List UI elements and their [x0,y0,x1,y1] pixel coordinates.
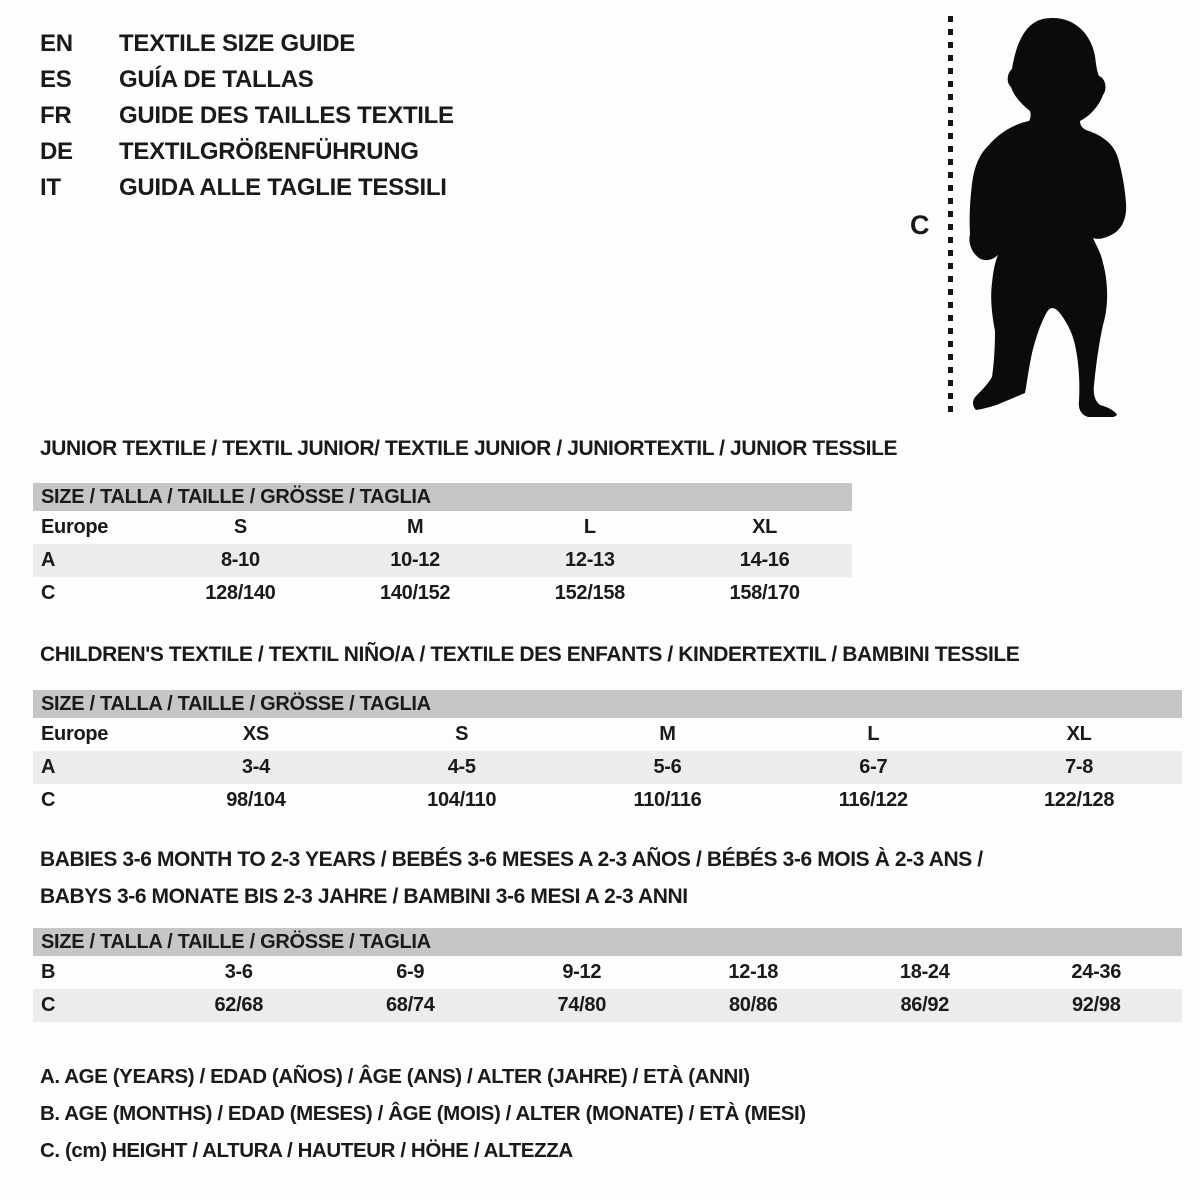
size-cell: 92/98 [1071,994,1121,1016]
row-label: Europe [41,723,109,745]
language-row [40,62,454,98]
size-cell: 12-13 [565,549,615,571]
row-label: C [41,582,56,604]
table-row-c [33,989,1182,1022]
guide-title-fr: GUIDE DES TAILLES TEXTILE [119,102,454,129]
language-code: DE [40,138,73,165]
table-row-a [33,751,1182,784]
dashed-measure-line [948,16,953,414]
size-cell: 10-12 [390,549,440,571]
size-cell: XL [1066,723,1092,745]
table-header-bar: SIZE / TALLA / TAILLE / GRÖSSE / TAGLIA [33,483,852,511]
row-label: A [41,549,56,571]
language-row [40,98,454,134]
measurement-label-c: C [910,210,930,240]
size-cell: 128/140 [205,582,276,604]
size-cell: 68/74 [385,994,435,1016]
legend-line-c: C. (cm) HEIGHT / ALTURA / HAUTEUR / HÖHE / ALTEZZA [40,1139,573,1162]
size-cell: 3-6 [224,961,253,983]
language-row [40,170,454,206]
size-table-junior [33,483,852,610]
size-cell: XL [752,516,778,538]
size-cell: L [583,516,596,538]
table-header-bar: SIZE / TALLA / TAILLE / GRÖSSE / TAGLIA [33,928,1182,956]
row-label: C [41,994,56,1016]
height-measurement-figure [900,0,1150,440]
size-cell: 18-24 [899,961,950,983]
guide-title-es: GUÍA DE TALLAS [119,66,314,93]
size-cell: 74/80 [557,994,607,1016]
language-code: EN [40,30,73,57]
guide-title-en: TEXTILE SIZE GUIDE [119,30,355,57]
size-cell: 98/104 [226,789,286,811]
table-row-a [33,544,852,577]
table-row-b [33,956,1182,989]
row-label: C [41,789,56,811]
table-row-c [33,784,1182,817]
size-cell: XS [242,723,269,745]
section-title-babies: BABYS 3-6 MONATE BIS 2-3 JAHRE / BAMBINI 3-6 MESI A 2-3 ANNI [40,885,688,908]
language-code: FR [40,102,72,129]
language-row [40,26,454,62]
size-cell: 122/128 [1043,789,1115,811]
section-title-children: CHILDREN'S TEXTILE / TEXTIL NIÑO/A / TEXTILE DES ENFANTS / KINDERTEXTIL / BAMBINI TESSILE [40,643,1020,666]
table-row-c [33,577,852,610]
size-cell: 158/170 [729,582,800,604]
size-cell: L [867,723,880,745]
size-cell: 6-9 [396,961,425,983]
size-cell: 110/116 [633,789,702,811]
toddler-silhouette [963,12,1133,417]
size-cell: 14-16 [739,549,790,571]
size-cell: 80/86 [728,994,778,1016]
size-table-children [33,690,1182,817]
size-cell: 3-4 [241,756,270,778]
size-cell: 24-36 [1071,961,1122,983]
guide-title-de: TEXTILGRÖßENFÜHRUNG [119,138,419,165]
guide-title-it: GUIDA ALLE TAGLIE TESSILI [119,174,447,201]
size-cell: S [233,516,247,538]
size-table-babies [33,928,1182,1022]
size-cell: M [406,516,424,538]
size-cell: 12-18 [728,961,779,983]
legend-line-a: A. AGE (YEARS) / EDAD (AÑOS) / ÂGE (ANS) / ALTER (JAHRE) / ETÀ (ANNI) [40,1065,750,1088]
language-code: IT [40,174,61,201]
size-cell: 4-5 [447,756,476,778]
size-cell: 9-12 [562,961,602,983]
size-cell: 7-8 [1065,756,1094,778]
row-label: Europe [41,516,109,538]
language-title-list [40,26,454,206]
row-label: A [41,756,56,778]
language-row [40,134,454,170]
size-cell: 104/110 [427,789,497,811]
table-header-bar: SIZE / TALLA / TAILLE / GRÖSSE / TAGLIA [33,690,1182,718]
size-cell: 140/152 [380,582,451,604]
legend [40,1058,806,1169]
size-cell: 116/122 [838,789,908,811]
size-cell: 152/158 [554,582,625,604]
size-cell: M [659,723,676,745]
legend-line-b: B. AGE (MONTHS) / EDAD (MESES) / ÂGE (MOIS) / ALTER (MONATE) / ETÀ (MESI) [40,1102,806,1125]
size-cell: 8-10 [220,549,260,571]
language-code: ES [40,66,72,93]
table-row-europe [33,511,852,544]
size-cell: 62/68 [214,994,264,1016]
size-cell: 6-7 [859,756,888,778]
size-cell: 5-6 [653,756,682,778]
table-row-europe [33,718,1182,751]
size-cell: S [455,723,469,745]
row-label: B [41,961,56,983]
section-title-junior: JUNIOR TEXTILE / TEXTIL JUNIOR/ TEXTILE JUNIOR / JUNIORTEXTIL / JUNIOR TESSILE [40,437,898,460]
size-cell: 86/92 [900,994,950,1016]
section-title-babies: BABIES 3-6 MONTH TO 2-3 YEARS / BEBÉS 3-6 MESES A 2-3 AÑOS / BÉBÉS 3-6 MOIS À 2-3 ANS / [40,848,983,871]
